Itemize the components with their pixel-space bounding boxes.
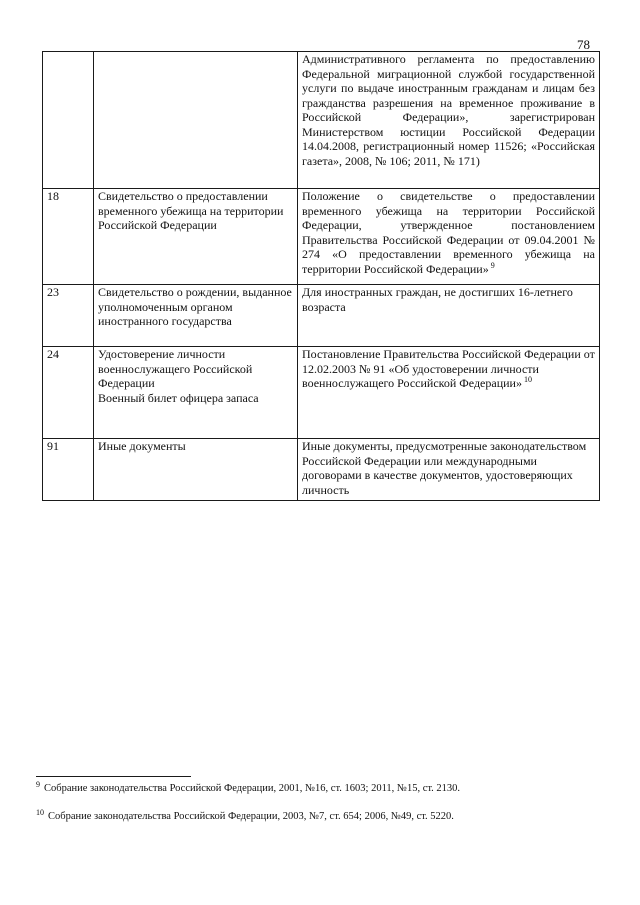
row-document-name: Свидетельство о предоставлении временного убежища на территории Российской Федерации <box>94 189 298 285</box>
document-name-extra: Военный билет офицера запаса <box>98 390 259 405</box>
footnote-text: Собрание законодательства Российской Федерации, 2001, №16, ст. 1603; 2011, №15, ст. 2130. <box>44 783 461 794</box>
footnote <box>36 779 461 794</box>
legal-basis-text: Для иностранных граждан, не достигших 16-летнего возраста <box>302 285 573 314</box>
row-code <box>43 52 94 189</box>
table-row <box>43 439 600 501</box>
table-row <box>43 189 600 285</box>
row-document-name: Иные документы <box>94 439 298 501</box>
row-code: 24 <box>43 347 94 439</box>
footnote <box>36 807 454 822</box>
table-row <box>43 52 600 189</box>
row-legal-basis <box>298 285 600 347</box>
row-code: 18 <box>43 189 94 285</box>
legal-basis-text: Иные документы, предусмотренные законодательством Российской Федерации или международными договорами в качестве документов, удостоверяющих личность <box>302 439 587 497</box>
row-document-name: Свидетельство о рождении, выданное уполномоченным органом иностранного государства <box>94 285 298 347</box>
footnote-ref: 10 <box>523 375 532 384</box>
footnote-text: Собрание законодательства Российской Федерации, 2003, №7, ст. 654; 2006, №49, ст. 5220. <box>48 811 454 822</box>
row-legal-basis <box>298 347 600 439</box>
table-row <box>43 347 600 439</box>
row-legal-basis <box>298 52 600 189</box>
row-legal-basis <box>298 189 600 285</box>
row-document-name <box>94 52 298 189</box>
legal-basis-text: Постановление Правительства Российской Федерации от 12.02.2003 № 91 «Об удостоверении личности военнослужащего Российской Федерации» <box>302 347 595 390</box>
page-number: 78 <box>577 37 590 52</box>
row-code: 23 <box>43 285 94 347</box>
row-document-name <box>94 347 298 439</box>
document-name-line: Удостоверение личности военнослужащего Российской Федерации <box>98 347 253 390</box>
footnote-mark: 10 <box>36 807 44 817</box>
legal-basis-text: Положение о свидетельстве о предоставлении временного убежища на территории Российской Федерации, утвержденное постановлением Правительства Российской Федерации от 09.04.2001 № 274 «О предоставлении временного убежища на территории Российской Федерации» <box>302 189 595 276</box>
row-code: 91 <box>43 439 94 501</box>
table-row <box>43 285 600 347</box>
footnote-mark: 9 <box>36 779 40 789</box>
footnote-divider <box>36 776 191 777</box>
footnote-ref: 9 <box>490 260 495 270</box>
documents-table <box>42 51 600 501</box>
row-legal-basis <box>298 439 600 501</box>
legal-basis-text: Административного регламента по предоставлению Федеральной миграционной службой государственной услуги по выдаче иностранным гражданам и лицам без гражданства разрешения на временное проживание в Российской Федерации», зарегистрирован Министерством юстиции Российской Федерации 14.04.2008, регистрационный номер 11526; «Российская газета», 2008, № 106; 2011, № 171) <box>302 52 595 168</box>
